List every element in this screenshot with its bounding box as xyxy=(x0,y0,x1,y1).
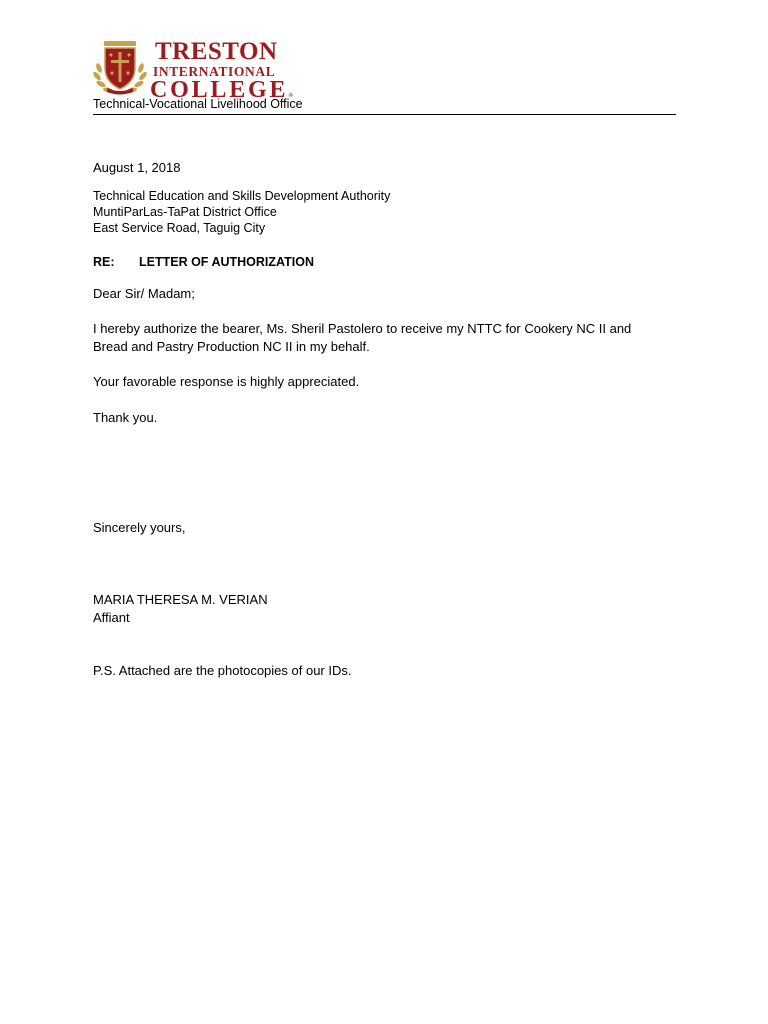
brand-college-text: COLLEGE xyxy=(150,76,289,103)
signatory-title: Affiant xyxy=(93,610,130,625)
brand-international: INTERNATIONAL xyxy=(153,64,276,79)
body-line-2: Bread and Pastry Production NC II in my behalf. xyxy=(93,339,370,354)
college-crest-icon xyxy=(93,38,147,96)
registered-mark: ® xyxy=(288,92,293,99)
body-paragraph-2: Your favorable response is highly appreciated. xyxy=(93,374,360,389)
re-subject: LETTER OF AUTHORIZATION xyxy=(139,255,314,269)
body-line-1: I hereby authorize the bearer, Ms. Sheril Pastolero to receive my NTTC for Cookery NC II and xyxy=(93,321,632,336)
recipient-line-3: East Service Road, Taguig City xyxy=(93,221,266,235)
postscript: P.S. Attached are the photocopies of our IDs. xyxy=(93,663,352,678)
thanks-line: Thank you. xyxy=(93,410,158,425)
office-name: Technical-Vocational Livelihood Office xyxy=(93,97,303,111)
letterhead-divider xyxy=(93,114,676,115)
re-label: RE: xyxy=(93,255,115,269)
salutation: Dear Sir/ Madam; xyxy=(93,286,195,301)
letter-date: August 1, 2018 xyxy=(93,160,181,175)
college-wordmark xyxy=(150,39,293,102)
recipient-line-2: MuntiParLas-TaPat District Office xyxy=(93,205,277,219)
closing: Sincerely yours, xyxy=(93,520,186,535)
letterhead xyxy=(93,38,676,111)
recipient-line-1: Technical Education and Skills Development Authority xyxy=(93,189,391,203)
brand-treston: TRESTON xyxy=(155,38,278,65)
signatory-name: MARIA THERESA M. VERIAN xyxy=(93,592,268,607)
college-logo xyxy=(93,38,676,102)
re-line xyxy=(93,254,314,270)
